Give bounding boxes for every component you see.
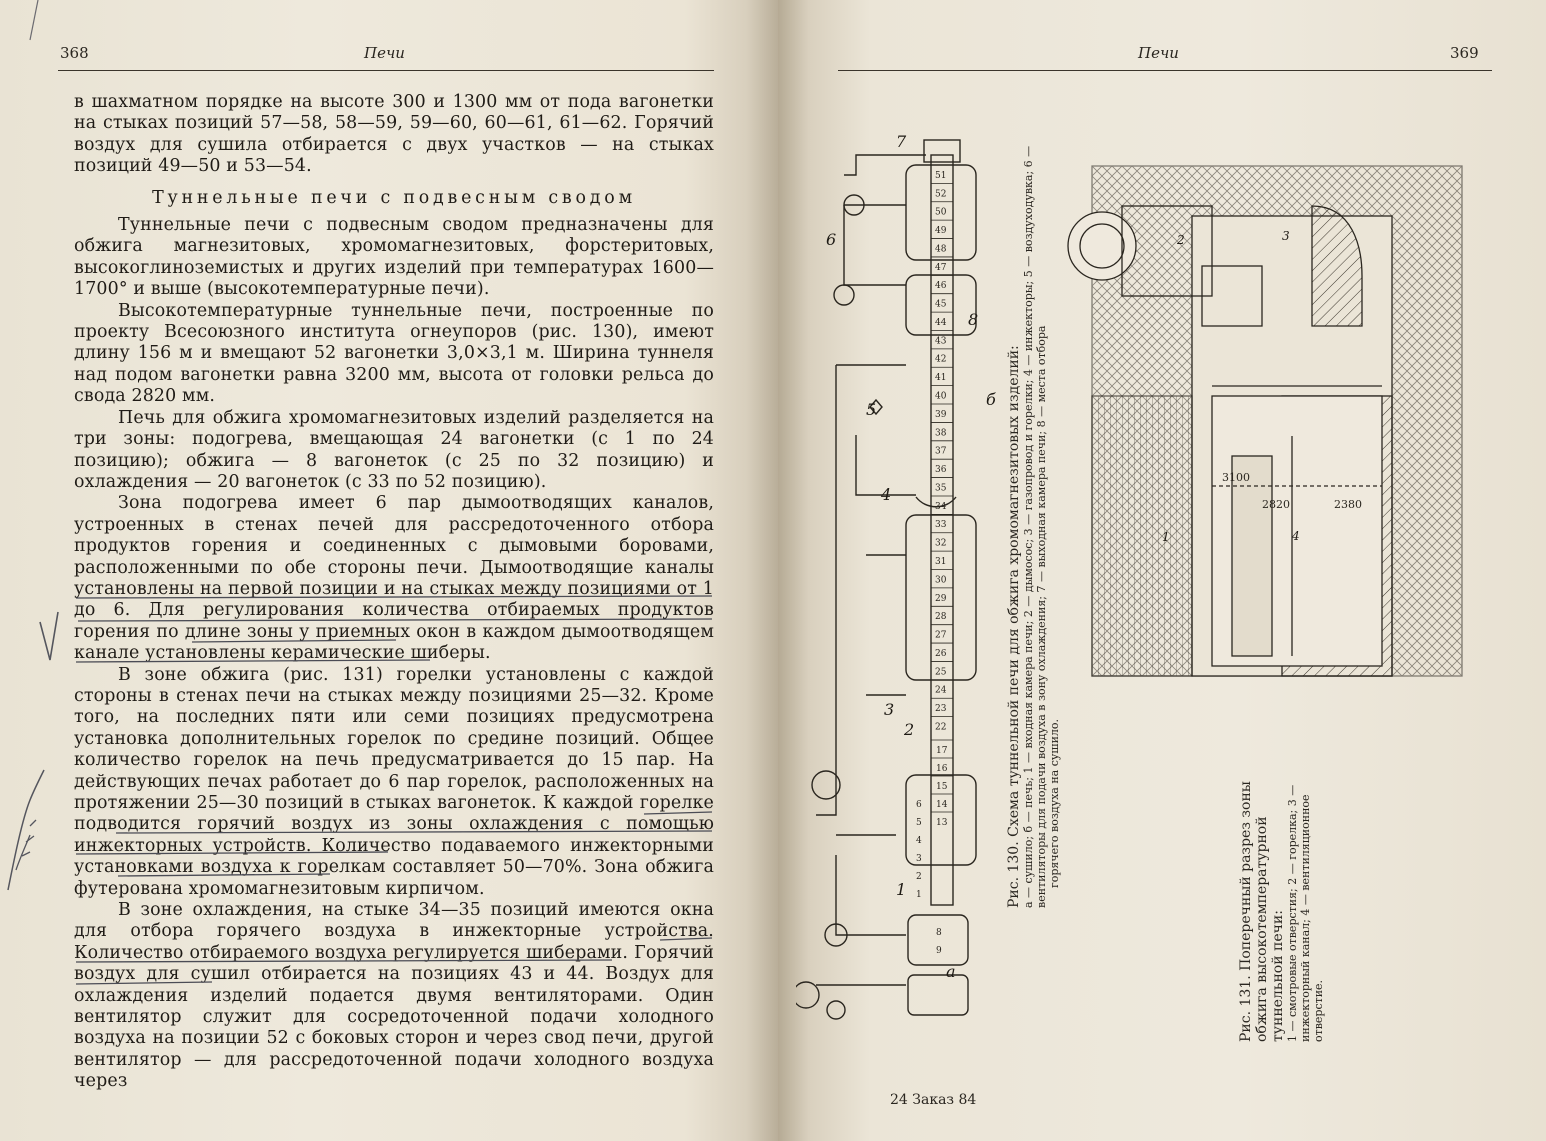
position-number: 25 bbox=[935, 667, 947, 678]
paragraph-5: В зоне обжига (рис. 131) горелки установлены с каждой стороны в стенах печи на стыках между позициями 25—32. Кроме того, на последних пяти или семи позициях предусмотрена установка дополнительных горелок по средине позиций. Общее количество горелок на печь предусматривается до 15 пар. На действующих печах работает до 6 пар горелок, расположенных на протяжении 25—30 позиций в стыках вагонеток. К каждой горелке подводится горячий воздух из зоны охлаждения с помощью инжекторных устройств. Количество подаваемого инжекторными установками воздуха к горелкам составляет 50—70%. Зона обжига футерована хромомагнезитовым кирпичом. bbox=[74, 664, 714, 899]
position-number: 15 bbox=[936, 782, 948, 792]
fig130-label-6: 6 bbox=[826, 230, 837, 249]
position-number: 1 bbox=[916, 890, 922, 900]
dryer-number: 9 bbox=[936, 946, 942, 956]
fig131-legend: 1 — смотровые отверстия; 2 — горелка; 3 — инжекторный канал; 4 — вентиляционное отверстие. bbox=[1286, 784, 1325, 1042]
position-number: 29 bbox=[935, 593, 947, 604]
position-number: 38 bbox=[935, 428, 947, 439]
position-number: 31 bbox=[935, 557, 947, 567]
dryer-number: 8 bbox=[936, 928, 942, 938]
position-number: 30 bbox=[935, 575, 947, 586]
position-number: 52 bbox=[935, 189, 947, 200]
dim-3100: 3100 bbox=[1222, 471, 1250, 484]
page-number-left: 368 bbox=[60, 44, 89, 62]
fig130-diagram bbox=[796, 135, 1036, 1030]
fig130-label-2: 2 bbox=[904, 720, 915, 739]
position-number: 17 bbox=[936, 746, 948, 756]
fig130-label-1: 1 bbox=[896, 880, 907, 899]
position-number: 45 bbox=[935, 299, 947, 310]
position-number: 3 bbox=[916, 854, 922, 864]
position-number: 44 bbox=[935, 317, 947, 328]
position-number: 46 bbox=[935, 281, 947, 292]
position-number: 16 bbox=[936, 764, 948, 774]
position-number: 22 bbox=[935, 722, 947, 733]
fig130-label-4: 4 bbox=[881, 485, 892, 504]
position-number: 14 bbox=[936, 800, 948, 810]
paragraph-1: Туннельные печи с подвесным сводом предназначены для обжига магнезитовых, хромомагнезитовых, форстеритовых, высокоглиноземистых и других изделий при температурах 1600—1700° и выше (высокотемпературные печи). bbox=[74, 215, 714, 300]
paragraph-3: Печь для обжига хромомагнезитовых изделий разделяется на три зоны: подогрева, вмещающая 24 вагонетки (с 1 по 24 позицию); обжига — 8 вагонеток (с 25 по 32 позицию) и охлаждения — 20 вагонеток (с 33 по 52 позицию). bbox=[74, 407, 714, 492]
header-rule-right bbox=[838, 70, 1492, 71]
signature-mark: 24 Заказ 84 bbox=[890, 1092, 977, 1108]
fig130-label-8: 8 bbox=[968, 310, 979, 329]
section-heading: Туннельные печи с подвесным сводом bbox=[152, 187, 636, 208]
position-number: 47 bbox=[935, 262, 947, 273]
right-page bbox=[778, 0, 1546, 1141]
dim-2820: 2820 bbox=[1262, 498, 1290, 511]
dim-2380: 2380 bbox=[1334, 498, 1362, 511]
fig131-label-2: 2 bbox=[1177, 233, 1185, 247]
position-number: 34 bbox=[935, 501, 947, 512]
position-number: 26 bbox=[935, 648, 947, 659]
fig130-label-7: 7 bbox=[896, 135, 907, 151]
position-number: 36 bbox=[935, 465, 947, 476]
fig130-caption bbox=[1006, 140, 1061, 908]
position-number: 5 bbox=[916, 818, 922, 828]
position-number: 13 bbox=[936, 818, 948, 828]
position-number: 33 bbox=[935, 520, 947, 531]
position-number: 2 bbox=[916, 872, 922, 882]
position-number: 39 bbox=[935, 409, 947, 420]
paragraph-2: Высокотемпературные туннельные печи, построенные по проекту Всесоюзного института огнеупоров (рис. 130), имеют длину 156 м и вмещают 52 вагонетки 3,0×3,1 м. Ширина туннеля над подом вагонетки равна 3200 мм, высота от головки рельса до свода 2820 мм. bbox=[74, 300, 714, 407]
position-number: 43 bbox=[935, 336, 947, 347]
continued-paragraph: в шахматном порядке на высоте 300 и 1300 мм от пода вагонетки на стыках позиций 57—58, 58—59, 59—60, 60—61, 61—62. Горячий воздух для сушила отбирается с двух участков — на стыках позиций 49—50 и 53—54. bbox=[74, 92, 714, 177]
check-mark-icon bbox=[40, 612, 58, 660]
running-head-right: Печи bbox=[1138, 44, 1179, 62]
fig130-label-b: б bbox=[986, 390, 996, 409]
position-number: 4 bbox=[916, 836, 922, 846]
fig131-label-4: 4 bbox=[1292, 529, 1300, 543]
fig130-title: Рис. 130. Схема туннельной печи для обжига хромомагнезитовых изделий: bbox=[1006, 345, 1022, 908]
position-number: 24 bbox=[935, 685, 947, 696]
fig131-title: Рис. 131. Поперечный разрез зоны обжига высокотемпературной туннельной печи: bbox=[1238, 781, 1286, 1042]
position-number: 32 bbox=[935, 538, 947, 549]
position-number: 6 bbox=[916, 800, 922, 810]
fig131-label-1: 1 bbox=[1162, 530, 1170, 544]
position-number: 51 bbox=[935, 170, 947, 181]
fig131-caption bbox=[1238, 732, 1325, 1042]
fig130-label-a: а bbox=[946, 962, 956, 981]
position-number: 27 bbox=[935, 630, 947, 641]
paragraph-4: Зона подогрева имеет 6 пар дымоотводящих каналов, устроенных в стенах печей для рассредоточенного отбора продуктов горения и соединенных с дымовыми боровами, расположенными по обе стороны печи. Дымоотводящие каналы установлены на первой позиции и на стыках между позициями от 1 до 6. Для регулирования количества отбираемых продуктов горения по длине зоны у приемных окон в каждом дымоотводящем канале установлены керамические шиберы. bbox=[74, 493, 714, 664]
position-number: 49 bbox=[935, 226, 947, 237]
fig131-label-3: 3 bbox=[1282, 229, 1290, 243]
page-number-right: 369 bbox=[1450, 44, 1479, 62]
position-number: 42 bbox=[935, 354, 947, 365]
fig130-legend-2: горячего воздуха на сушило. bbox=[1048, 718, 1061, 888]
fig130-label-5: 5 bbox=[866, 400, 877, 419]
fig130-legend-1: а — сушило; б — печь; 1 — входная камера печи; 2 — дымосос; 3 — газопровод и горелки; 4 — инжекторы; 5 — воздуходувка; 6 — вентиляторы для подачи воздуха в зону охлаждения; 7 — выходная камера печи; 8 — места отбора bbox=[1022, 145, 1048, 908]
fig130-label-3: 3 bbox=[884, 700, 895, 719]
position-number: 50 bbox=[935, 207, 947, 218]
fig131-diagram bbox=[1062, 136, 1482, 696]
position-number: 41 bbox=[935, 373, 947, 384]
running-head-left: Печи bbox=[364, 44, 405, 62]
position-number: 37 bbox=[935, 446, 947, 457]
position-number: 35 bbox=[935, 483, 947, 494]
position-number: 28 bbox=[935, 612, 947, 623]
position-number: 23 bbox=[935, 704, 947, 715]
position-number: 40 bbox=[935, 391, 947, 402]
paragraph-6: В зоне охлаждения, на стыке 34—35 позиций имеются окна для отбора горячего воздуха в инжекторные устройства. Количество отбираемого воздуха регулируется шиберами. Горячий воздух для сушил отбирается на позициях 43 и 44. Воздух для охлаждения изделий подается двумя вентиляторами. Один вентилятор служит для сосредоточенной подачи холодного воздуха на позиции 52 с боковых сторон и через свод печи, другой вентилятор — для рассредоточенной подачи холодного воздуха через bbox=[74, 900, 714, 1092]
position-number: 48 bbox=[935, 244, 947, 255]
